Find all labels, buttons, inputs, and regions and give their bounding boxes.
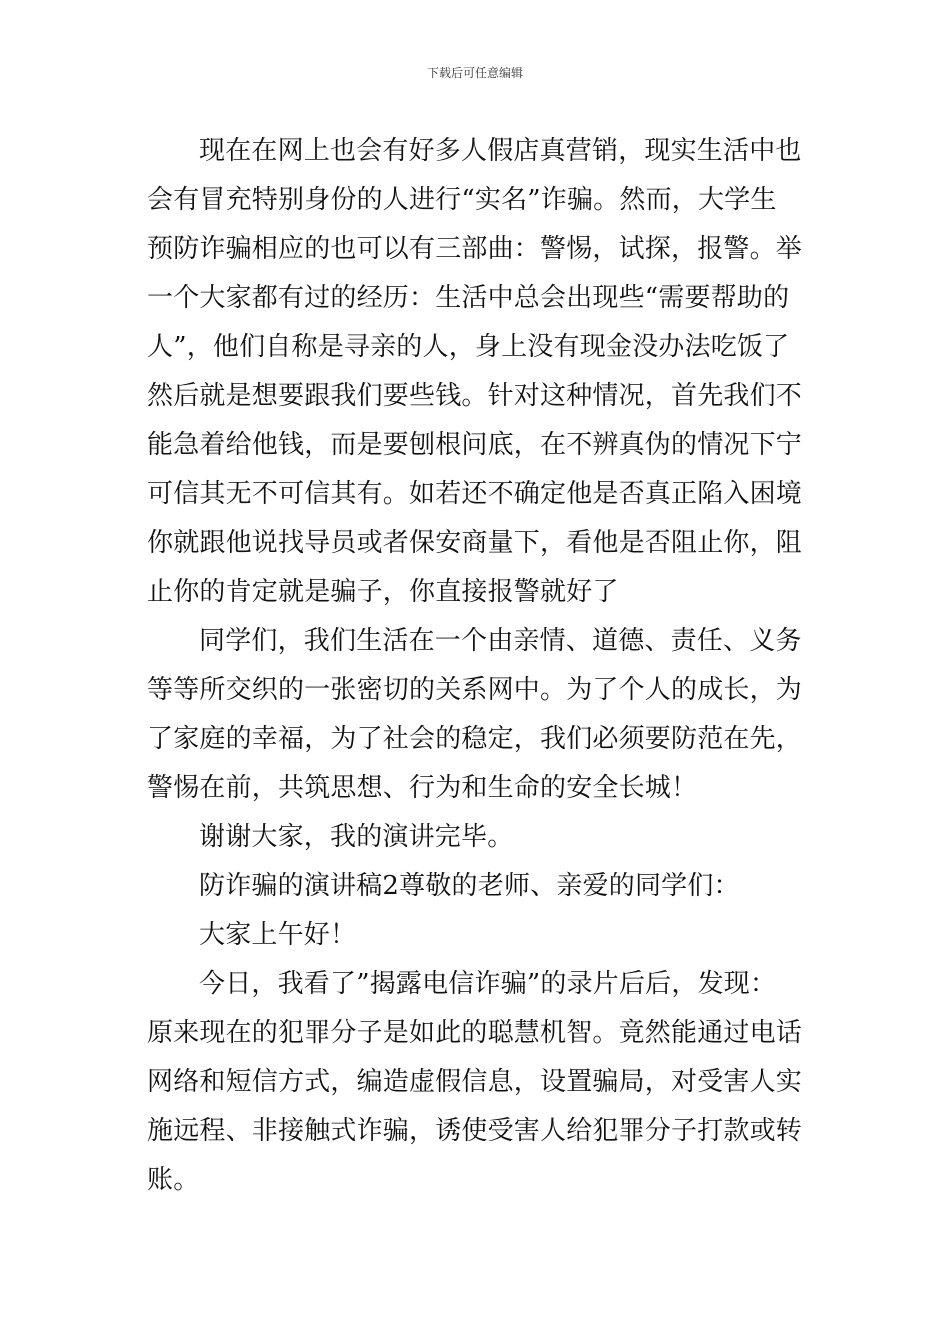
text-line: 同学们，我们生活在一个由亲情、道德、责任、义务 [199, 626, 802, 656]
text-line: 可信其无不可信其有。如若还不确定他是否真正陷入困境 [147, 479, 803, 509]
text-line: 能急着给他钱，而是要刨根问底，在不辨真伪的情况下宁 [147, 430, 803, 460]
text-line: 了家庭的幸福，为了社会的稳定，我们必须要防范在先， [147, 724, 803, 754]
text-line: 然后就是想要跟我们要些钱。针对这种情况，首先我们不 [147, 381, 803, 411]
text-line: 施远程、非接触式诈骗，诱使受害人给犯罪分子打款或转 [147, 1116, 803, 1146]
page-header: 下载后可任意编辑 [426, 66, 523, 80]
text-line: 谢谢大家，我的演讲完毕。 [199, 822, 514, 852]
text-line: 今日，我看了”揭露电信诈骗”的录片后后，发现： [199, 969, 777, 999]
text-line: 网络和短信方式，编造虚假信息，设置骗局，对受害人实 [147, 1067, 803, 1097]
text-line: 止你的肯定就是骗子，你直接报警就好了 [147, 577, 619, 607]
text-line: 等等所交织的一张密切的关系网中。为了个人的成长，为 [147, 675, 803, 705]
text-line: 警惕在前，共筑思想、行为和生命的安全长城！ [147, 773, 698, 803]
text-line: 人”，他们自称是寻亲的人，身上没有现金没办法吃饭了 [147, 332, 790, 362]
text-line: 预防诈骗相应的也可以有三部曲：警惕，试探，报警。举 [147, 234, 803, 264]
text-line: 一个大家都有过的经历：生活中总会出现些“需要帮助的 [147, 283, 790, 313]
text-line: 会有冒充特别身份的人进行“实名”诈骗。然而，大学生 [147, 185, 777, 215]
text-line: 账。 [147, 1165, 200, 1195]
text-line: 大家上午好！ [199, 920, 357, 950]
text-line: 原来现在的犯罪分子是如此的聪慧机智。竟然能通过电话 [147, 1018, 803, 1048]
text-line: 防诈骗的演讲稿2尊敬的老师、亲爱的同学们： [199, 871, 740, 901]
text-line: 现在在网上也会有好多人假店真营销，现实生活中也 [199, 136, 802, 166]
document-body [147, 127, 807, 1205]
text-line: 你就跟他说找导员或者保安商量下，看他是否阻止你，阻 [147, 528, 803, 558]
